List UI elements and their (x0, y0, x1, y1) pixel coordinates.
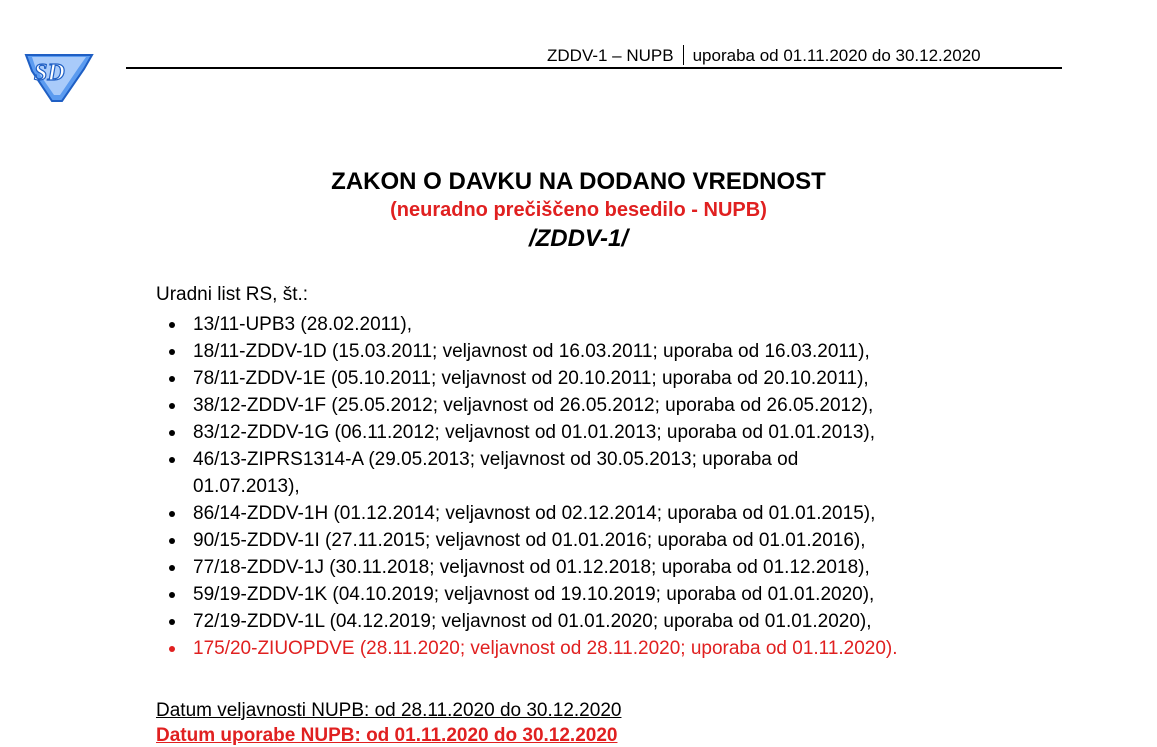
bullet-icon (169, 565, 175, 571)
bullet-icon (169, 592, 175, 598)
list-item (156, 419, 1020, 446)
list-item (156, 527, 1020, 554)
list-item-text: 59/19-ZDDV-1K (04.10.2019; veljavnost od 19.10.2019; uporaba od 01.01.2020), (193, 584, 875, 605)
list-item (156, 392, 1020, 419)
bullet-icon (169, 538, 175, 544)
list-item-text: 175/20-ZIUOPDVE (28.11.2020; veljavnost od 28.11.2020; uporaba od 01.11.2020). (193, 638, 898, 659)
list-item (156, 446, 1020, 500)
list-item (156, 500, 1020, 527)
list-item-text: 72/19-ZDDV-1L (04.12.2019; veljavnost od 01.01.2020; uporaba od 01.01.2020), (193, 611, 872, 632)
bullet-icon (169, 322, 175, 328)
header-doc-id: ZDDV-1 – NUPB (547, 46, 674, 65)
list-item-text: 83/12-ZDDV-1G (06.11.2012; veljavnost od 01.01.2013; uporaba od 01.01.2013), (193, 422, 876, 443)
list-item (156, 554, 1020, 581)
document-title: ZAKON O DAVKU NA DODANO VREDNOST (331, 168, 826, 195)
bullet-icon (169, 646, 175, 652)
sd-shield-logo-icon (22, 47, 96, 103)
list-item (156, 581, 1020, 608)
page-header (547, 45, 981, 66)
list-item (156, 311, 1020, 338)
document-abbreviation: /ZDDV-1/ (528, 225, 629, 252)
bullet-icon (169, 349, 175, 355)
gazette-intro: Uradni list RS, št.: (156, 284, 309, 305)
document-subtitle: (neuradno prečiščeno besedilo - NUPB) (390, 199, 767, 221)
bullet-icon (169, 403, 175, 409)
list-item (156, 608, 1020, 635)
list-item (156, 365, 1020, 392)
validity-date: Datum veljavnosti NUPB: od 28.11.2020 do 30.12.2020 (156, 700, 622, 721)
list-item-latest (156, 635, 1020, 662)
list-item-text: 90/15-ZDDV-1I (27.11.2015; veljavnost od 01.01.2016; uporaba od 01.01.2016), (193, 530, 866, 551)
list-item-text: 13/11-UPB3 (28.02.2011), (193, 314, 412, 335)
usage-date: Datum uporabe NUPB: od 01.11.2020 do 30.12.2020 (156, 725, 618, 746)
list-item-text: 86/14-ZDDV-1H (01.12.2014; veljavnost od 02.12.2014; uporaba od 01.01.2015), (193, 503, 876, 524)
svg-text:SD: SD (34, 60, 65, 86)
bullet-icon (169, 457, 175, 463)
header-separator (683, 45, 684, 65)
bullet-icon (169, 511, 175, 517)
list-item-text: 18/11-ZDDV-1D (15.03.2011; veljavnost od 16.03.2011; uporaba od 16.03.2011), (193, 341, 870, 362)
bullet-icon (169, 619, 175, 625)
list-item-text: 38/12-ZDDV-1F (25.05.2012; veljavnost od 26.05.2012; uporaba od 26.05.2012), (193, 395, 874, 416)
list-item (156, 338, 1020, 365)
header-divider (126, 67, 1062, 69)
header-usage-range: uporaba od 01.11.2020 do 30.12.2020 (692, 46, 981, 65)
list-item-text: 78/11-ZDDV-1E (05.10.2011; veljavnost od 20.10.2011; uporaba od 20.10.2011), (193, 368, 869, 389)
list-item-text: 46/13-ZIPRS1314-A (29.05.2013; veljavnost od 30.05.2013; uporaba od 01.07.2013), (193, 449, 799, 497)
bullet-icon (169, 430, 175, 436)
gazette-list (156, 311, 1020, 662)
bullet-icon (169, 376, 175, 382)
list-item-text: 77/18-ZDDV-1J (30.11.2018; veljavnost od 01.12.2018; uporaba od 01.12.2018), (193, 557, 870, 578)
